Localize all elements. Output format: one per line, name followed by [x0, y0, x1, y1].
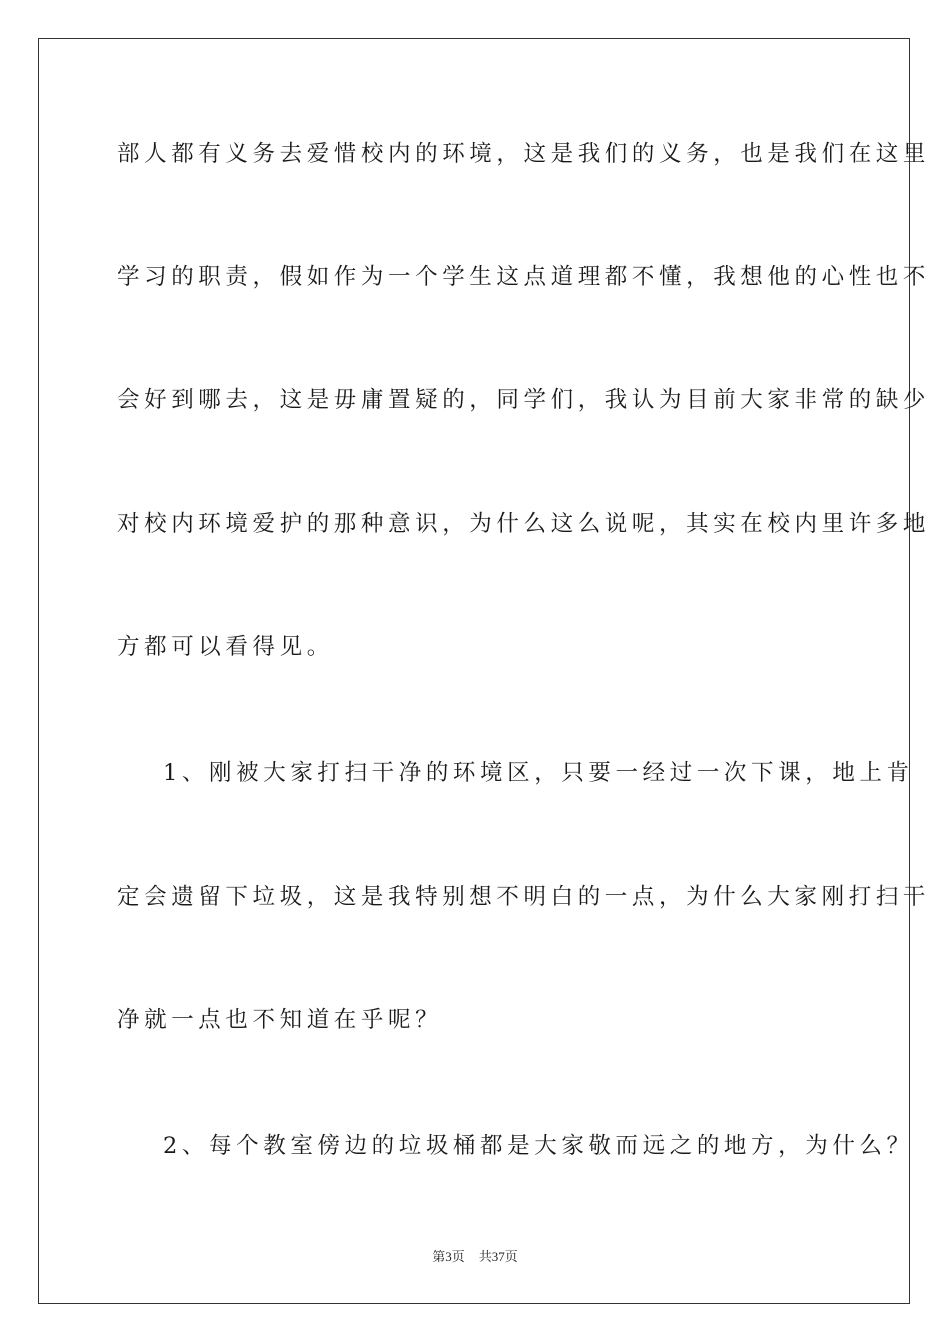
body-text-line: 定会遗留下垃圾，这是我特别想不明白的一点，为什么大家刚打扫干: [117, 884, 931, 910]
body-text-line: 对校内环境爱护的那种意识，为什么这么说呢，其实在校内里许多地: [117, 511, 931, 537]
body-text-line: 方都可以看得见。: [117, 634, 334, 660]
body-text-line: 部人都有义务去爱惜校内的环境，这是我们的义务，也是我们在这里: [117, 141, 931, 167]
page-number: 第3页: [432, 1249, 465, 1264]
list-item-2-line: 2、每个教室傍边的垃圾桶都是大家敬而远之的地方，为什么？: [163, 1133, 914, 1159]
list-item-1-line: 1、刚被大家打扫干净的环境区，只要一经过一次下课，地上肯: [163, 760, 914, 786]
page-total: 共37页: [478, 1249, 518, 1264]
body-text-line: 学习的职责，假如作为一个学生这点道理都不懂，我想他的心性也不: [117, 264, 931, 290]
page-footer: [0, 1246, 950, 1265]
body-text-line: 净就一点也不知道在乎呢？: [117, 1007, 443, 1033]
page-border: [38, 38, 910, 1304]
body-text-line: 会好到哪去，这是毋庸置疑的，同学们，我认为目前大家非常的缺少: [117, 387, 931, 413]
